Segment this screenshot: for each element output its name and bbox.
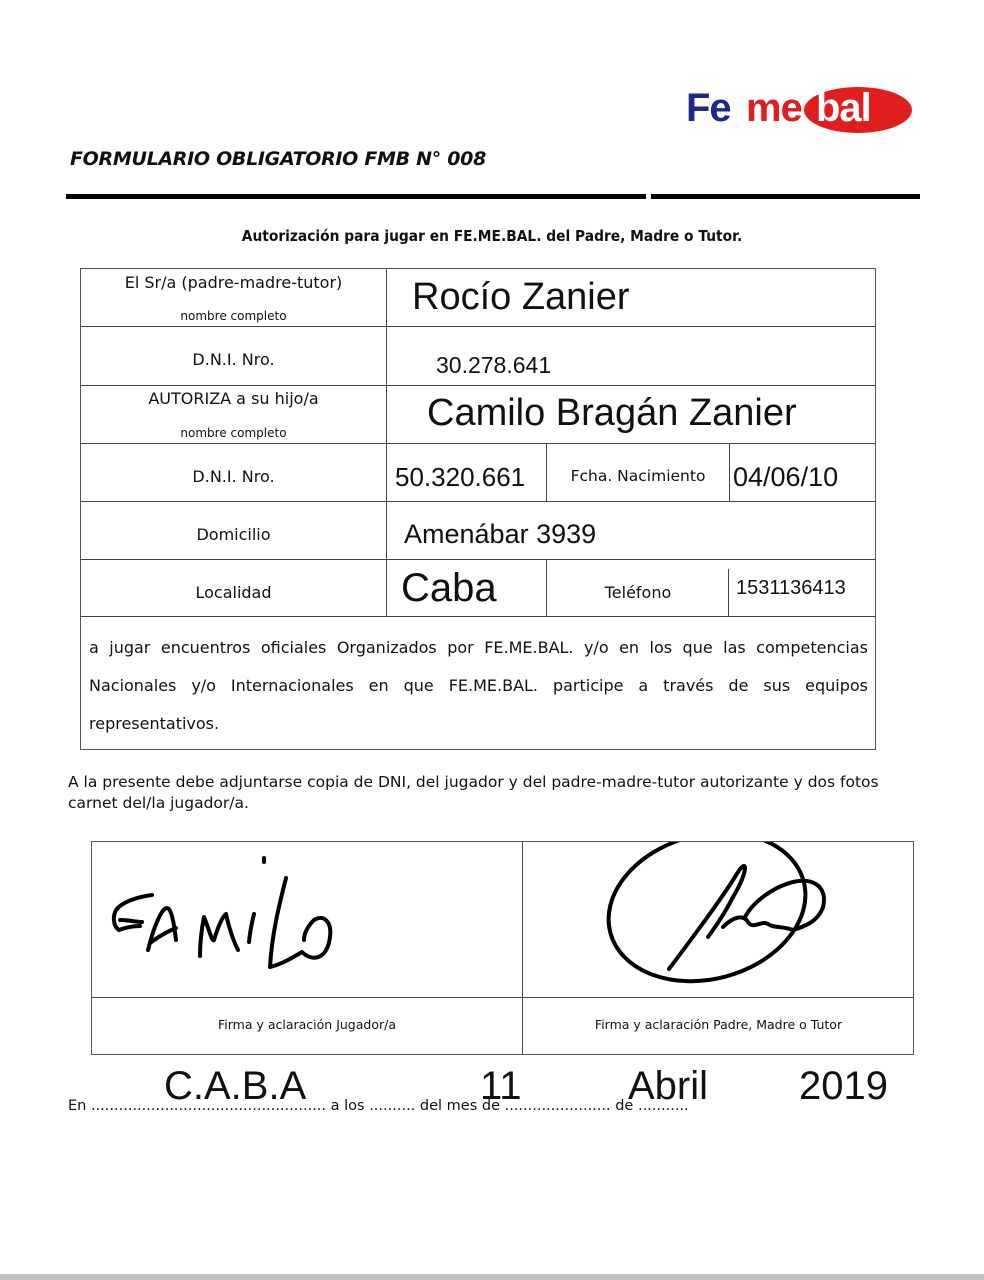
signature-stroke [249, 858, 264, 942]
row-divider [81, 501, 876, 502]
parent-signature-label: Firma y aclaración Padre, Madre o Tutor [594, 1017, 843, 1032]
child-name-field[interactable]: Camilo Bragán Zanier [427, 392, 797, 434]
date-place-field[interactable]: C.A.B.A [164, 1064, 307, 1108]
date-month-field[interactable]: Abril [628, 1064, 709, 1108]
signature-stroke [200, 914, 238, 956]
city-field[interactable]: Caba [401, 566, 497, 610]
parent-label: El Sr/a (padre-madre-tutor) [124, 273, 343, 292]
signature-stroke [270, 878, 330, 967]
date-day-field[interactable]: 11 [480, 1064, 522, 1108]
date-year-field[interactable]: 2019 [799, 1064, 888, 1108]
header-rule [66, 194, 646, 199]
femebal-logo [686, 84, 912, 136]
row-divider [81, 559, 876, 560]
header-rule-right [651, 194, 920, 199]
form-subtitle [0, 227, 984, 245]
date-line-template: En ................................................... a los .......... del mes de ....................... de ........... [68, 1098, 689, 1114]
phone-label: Teléfono [604, 583, 672, 602]
player-signature-drawing [92, 842, 522, 997]
parent-name-field[interactable]: Rocío Zanier [412, 276, 630, 318]
signature-stroke [148, 908, 176, 950]
row-divider [81, 326, 876, 327]
address-field[interactable]: Amenábar 3939 [404, 519, 597, 549]
signature-stroke [114, 895, 152, 930]
authorization-table [80, 268, 876, 750]
parent-signature-drawing [523, 842, 914, 997]
logo-bal: bal [816, 86, 871, 130]
child-label: AUTORIZA a su hijo/a [148, 389, 319, 408]
logo-me: me [746, 86, 802, 130]
attachment-note: A la presente debe adjuntarse copia de DNI, del jugador y del padre-madre-tutor autorizante y dos fotos carnet del/la jugador/a. [68, 773, 879, 812]
address-label: Domicilio [196, 525, 271, 544]
signature-row-divider [92, 997, 913, 998]
parent-sublabel: nombre completo [180, 309, 287, 323]
birth-date-label: Fcha. Nacimiento [570, 467, 706, 485]
bottom-bar [0, 1274, 984, 1280]
row-divider [81, 385, 876, 386]
parent-dni-field[interactable]: 30.278.641 [436, 352, 552, 378]
form-subtitle-text: Autorización para jugar en FE.ME.BAL. del Padre, Madre o Tutor. [241, 227, 743, 245]
birth-date-field[interactable]: 04/06/10 [733, 462, 839, 492]
phone-field[interactable]: 1531136413 [736, 577, 846, 599]
child-dni-field[interactable]: 50.320.661 [395, 462, 526, 492]
column-divider [729, 443, 730, 501]
form-title: FORMULARIO OBLIGATORIO FMB N° 008 [70, 148, 487, 170]
city-label: Localidad [195, 583, 272, 602]
row-divider [81, 443, 876, 444]
authorization-text: a jugar encuentros oficiales Organizados por FE.ME.BAL. y/o en los que las competencias Nacionales y/o Internacionales en que FE.ME.BAL. participe a través de sus equipos representativos. [89, 638, 868, 733]
signatures-table [91, 841, 914, 1055]
player-signature-label: Firma y aclaración Jugador/a [217, 1017, 396, 1032]
child-dni-label: D.N.I. Nro. [192, 467, 275, 486]
child-sublabel: nombre completo [180, 426, 287, 440]
parent-dni-label: D.N.I. Nro. [192, 350, 275, 369]
logo-fe: Fe [686, 86, 731, 130]
column-divider [386, 269, 387, 616]
authorization-text-cell [81, 617, 876, 749]
